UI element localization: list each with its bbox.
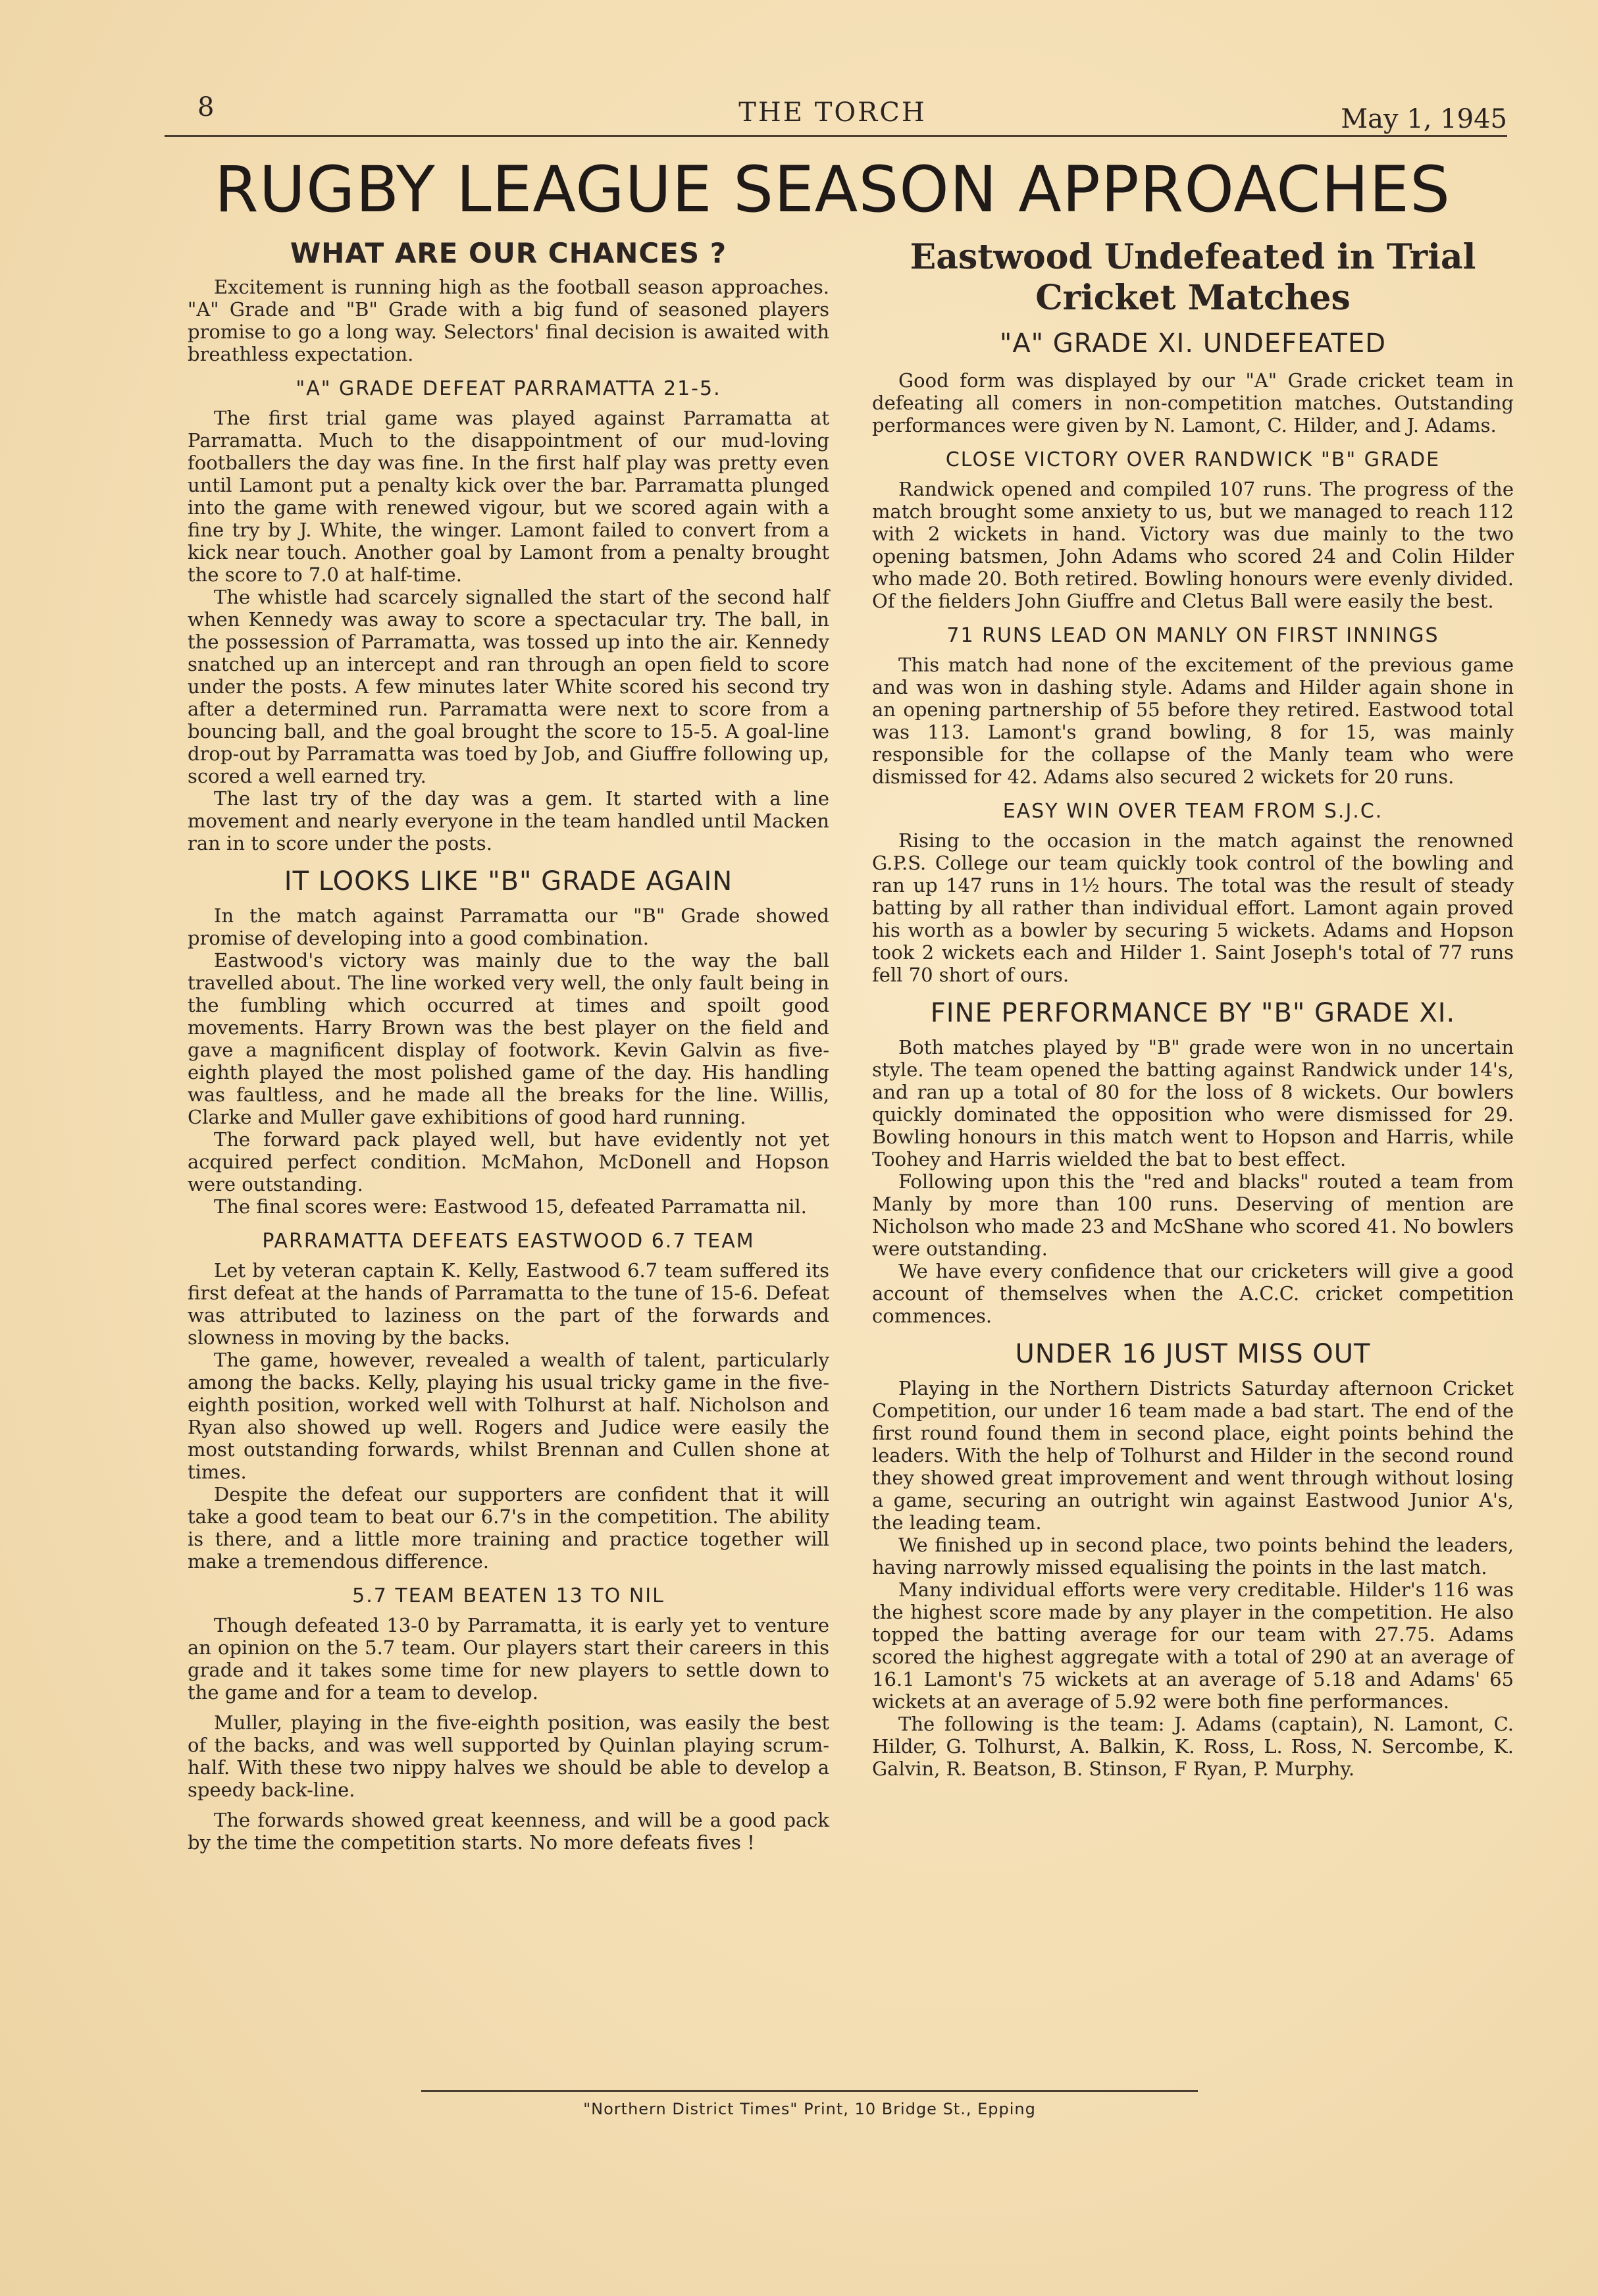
article-paragraph: The forward pack played well, but have evidently not yet acquired perfect condition. McMahon, McDonell and Hopson were outstanding.: [188, 1128, 829, 1195]
article-heading: FINE PERFORMANCE BY "B" GRADE XI.: [930, 997, 1456, 1028]
article-heading: IT LOOKS LIKE "B" GRADE AGAIN: [284, 866, 733, 897]
article-paragraph: This match had none of the excitement of the previous game and was won in dashing style. Adams and Hilder again shone in an opening partnership of 55 before they retired. Eastwood total was 113. Lamont's grand bowling, 8 for 15, was mainly responsible for the collapse of the Manly team who were dismissed for 42. Adams also secured 2 wickets for 20 runs.: [872, 653, 1514, 788]
issue-date: May 1, 1945: [1341, 104, 1507, 134]
header-rule: [165, 135, 1507, 137]
article-paragraph: Rising to the occasion in the match against the renowned G.P.S. College our team quickly took control of the bowling and ran up 147 runs in 1½ hours. The total was the result of steady batting by all rather than individual effort. Lamont again proved his worth as a bowler by securing 5 wickets. Adams and Hopson took 2 wickets each and Hilder 1. Saint Joseph's total of 77 runs fell 70 short of ours.: [872, 829, 1514, 986]
masthead: THE TORCH: [738, 97, 927, 128]
article-paragraph: The final scores were: Eastwood 15, defeated Parramatta nil.: [214, 1195, 807, 1218]
article-paragraph: Eastwood's victory was mainly due to the way the ball travelled about. The line worked very well, the only fault being in the fumbling which occurred at times and spoilt good movements. Harry Brown was the best player on the field and gave a magnificent display of footwork. Kevin Galvin as five-eighth played the most polished game of the day. His handling was faultless, and he made all the breaks for the line. Willis, Clarke and Muller gave exhibitions of good hard running.: [188, 949, 829, 1128]
article-paragraph: Muller, playing in the five-eighth position, was easily the best of the backs, and was well supported by Quinlan playing scrum-half. With these two nippy halves we should be able to develop a speedy back-line.: [188, 1711, 829, 1801]
footer-rule: [421, 2090, 1198, 2092]
article-paragraph: Following upon this the "red and blacks" routed a team from Manly by more than 100 runs. Deserving of mention are Nicholson who made 23 and McShane who scored 41. No bowlers were outstanding.: [872, 1170, 1514, 1260]
article-paragraph: We have every confidence that our cricketers will give a good account of themselves when the A.C.C. cricket competition commences.: [872, 1259, 1514, 1327]
article-heading: UNDER 16 JUST MISS OUT: [1015, 1338, 1371, 1369]
sub-heading: CLOSE VICTORY OVER RANDWICK "B" GRADE: [945, 448, 1441, 471]
article-paragraph: Both matches played by "B" grade were won in no uncertain style. The team opened the batting against Randwick under 14's, and ran up a total of 80 for the loss of 8 wickets. Our bowlers quickly dominated the opposition who were dismissed for 29. Bowling honours in this match went to Hopson and Harris, while Toohey and Harris wielded the bat to best effect.: [872, 1035, 1514, 1170]
sub-heading: 71 RUNS LEAD ON MANLY ON FIRST INNINGS: [946, 623, 1439, 647]
sub-heading: 5.7 TEAM BEATEN 13 TO NIL: [352, 1584, 665, 1607]
page-headline: RUGBY LEAGUE SEASON APPROACHES: [215, 153, 1451, 226]
article-paragraph: The whistle had scarcely signalled the start of the second half when Kennedy was away to score a spectacular try. The ball, in the possession of Parramatta, was tossed up into the air. Kennedy snatched up an intercept and ran through an open field to score under the posts. A few minutes later White scored his second try after a determined run. Parramatta were next to score from a bouncing ball, and the goal brought the score to 15-5. A goal-line drop-out by Parramatta was toed by Job, and Giuffre following up, scored a well earned try.: [188, 586, 829, 787]
page-number: 8: [197, 92, 215, 122]
article-paragraph: In the match against Parramatta our "B" Grade showed promise of developing into a good combination.: [188, 904, 829, 949]
article-paragraph: Good form was displayed by our "A" Grade cricket team in defeating all comers in non-competition matches. Outstanding performances were given by N. Lamont, C. Hilder, and J. Adams.: [872, 369, 1514, 436]
article-heading: WHAT ARE OUR CHANCES ?: [290, 237, 727, 269]
article-paragraph: The game, however, revealed a wealth of talent, particularly among the backs. Kelly, playing his usual tricky game in the five-eighth position, worked well with Tolhurst at half. Nicholson and Ryan also showed up well. Rogers and Judice were easily the most outstanding forwards, whilst Brennan and Cullen shone at times.: [188, 1349, 829, 1483]
article-paragraph: We finished up in second place, two points behind the leaders, having narrowly missed equalising the points in the last match.: [872, 1533, 1514, 1578]
printer-imprint: "Northern District Times" Print, 10 Bridge St., Epping: [583, 2100, 1036, 2118]
article-paragraph: The first trial game was played against Parramatta at Parramatta. Much to the disappointment of our mud-loving footballers the day was fine. In the first half play was pretty even until Lamont put a penalty kick over the bar. Parramatta plunged into the game with renewed vigour, but we scored again with a fine try by J. White, the winger. Lamont failed to convert from a kick near touch. Another goal by Lamont from a penalty brought the score to 7.0 at half-time.: [188, 407, 829, 586]
right-column: [872, 237, 1514, 1780]
article-paragraph: Randwick opened and compiled 107 runs. The progress of the match brought some anxiety to us, but we managed to reach 112 with 2 wickets in hand. Victory was due mainly to the two opening batsmen, John Adams who scored 24 and Colin Hilder who made 20. Both retired. Bowling honours were evenly divided. Of the fielders John Giuffre and Cletus Ball were easily the best.: [872, 477, 1514, 612]
article-paragraph: The last try of the day was a gem. It started with a line movement and nearly everyone in the team handled until Macken ran in to score under the posts.: [188, 787, 829, 854]
article-paragraph: Excitement is running high as the football season approaches. "A" Grade and "B" Grade with a big fund of seasoned players promise to go a long way. Selectors' final decision is awaited with breathless expectation.: [188, 276, 829, 365]
sub-heading: EASY WIN OVER TEAM FROM S.J.C.: [1002, 799, 1383, 823]
article-heading: Eastwood Undefeated in Trial Cricket Matches: [910, 237, 1476, 319]
article-paragraph: Despite the defeat our supporters are confident that it will take a good team to beat our 6.7's in the competition. The ability is there, and a little more training and practice together will make a tremendous difference.: [188, 1483, 829, 1573]
sub-heading: "A" GRADE DEFEAT PARRAMATTA 21-5.: [296, 377, 721, 400]
article-paragraph: The following is the team: J. Adams (captain), N. Lamont, C. Hilder, G. Tolhurst, A. Balkin, K. Ross, L. Ross, N. Sercombe, K. Galvin, R. Beatson, B. Stinson, F Ryan, P. Murphy.: [872, 1712, 1514, 1780]
sub-heading: PARRAMATTA DEFEATS EASTWOOD 6.7 TEAM: [262, 1230, 755, 1253]
article-paragraph: Playing in the Northern Districts Saturday afternoon Cricket Competition, our under 16 team made a bad start. The end of the first round found them in second place, eight points behind the leaders. With the help of Tolhurst and Hilder in the second round they showed great improvement and went through without losing a game, securing an outright win against Eastwood Junior A's, the leading team.: [872, 1376, 1514, 1534]
left-column: [188, 237, 829, 1854]
article-paragraph: Many individual efforts were very creditable. Hilder's 116 was the highest score made by any player in the competition. He also topped the batting average for our team with 27.75. Adams scored the highest aggregate with a total of 290 at an average of 16.1 Lamont's 75 wickets at an average of 5.18 and Adams' 65 wickets at an average of 5.92 were both fine performances.: [872, 1578, 1514, 1713]
page-header: [158, 92, 1507, 138]
article-paragraph: Let by veteran captain K. Kelly, Eastwood 6.7 team suffered its first defeat at the hands of Parramatta to the tune of 15-6. Defeat was attributed to laziness on the part of the forwards and slowness in moving by the backs.: [188, 1259, 829, 1349]
article-paragraph: The forwards showed great keenness, and will be a good pack by the time the competition starts. No more defeats fives !: [188, 1809, 829, 1854]
article-heading: "A" GRADE XI. UNDEFEATED: [999, 328, 1387, 359]
article-paragraph: Though defeated 13-0 by Parramatta, it is early yet to venture an opinion on the 5.7 team. Our players start their careers in this grade and it takes some time for new players to settle down to the game and for a team to develop.: [188, 1614, 829, 1704]
